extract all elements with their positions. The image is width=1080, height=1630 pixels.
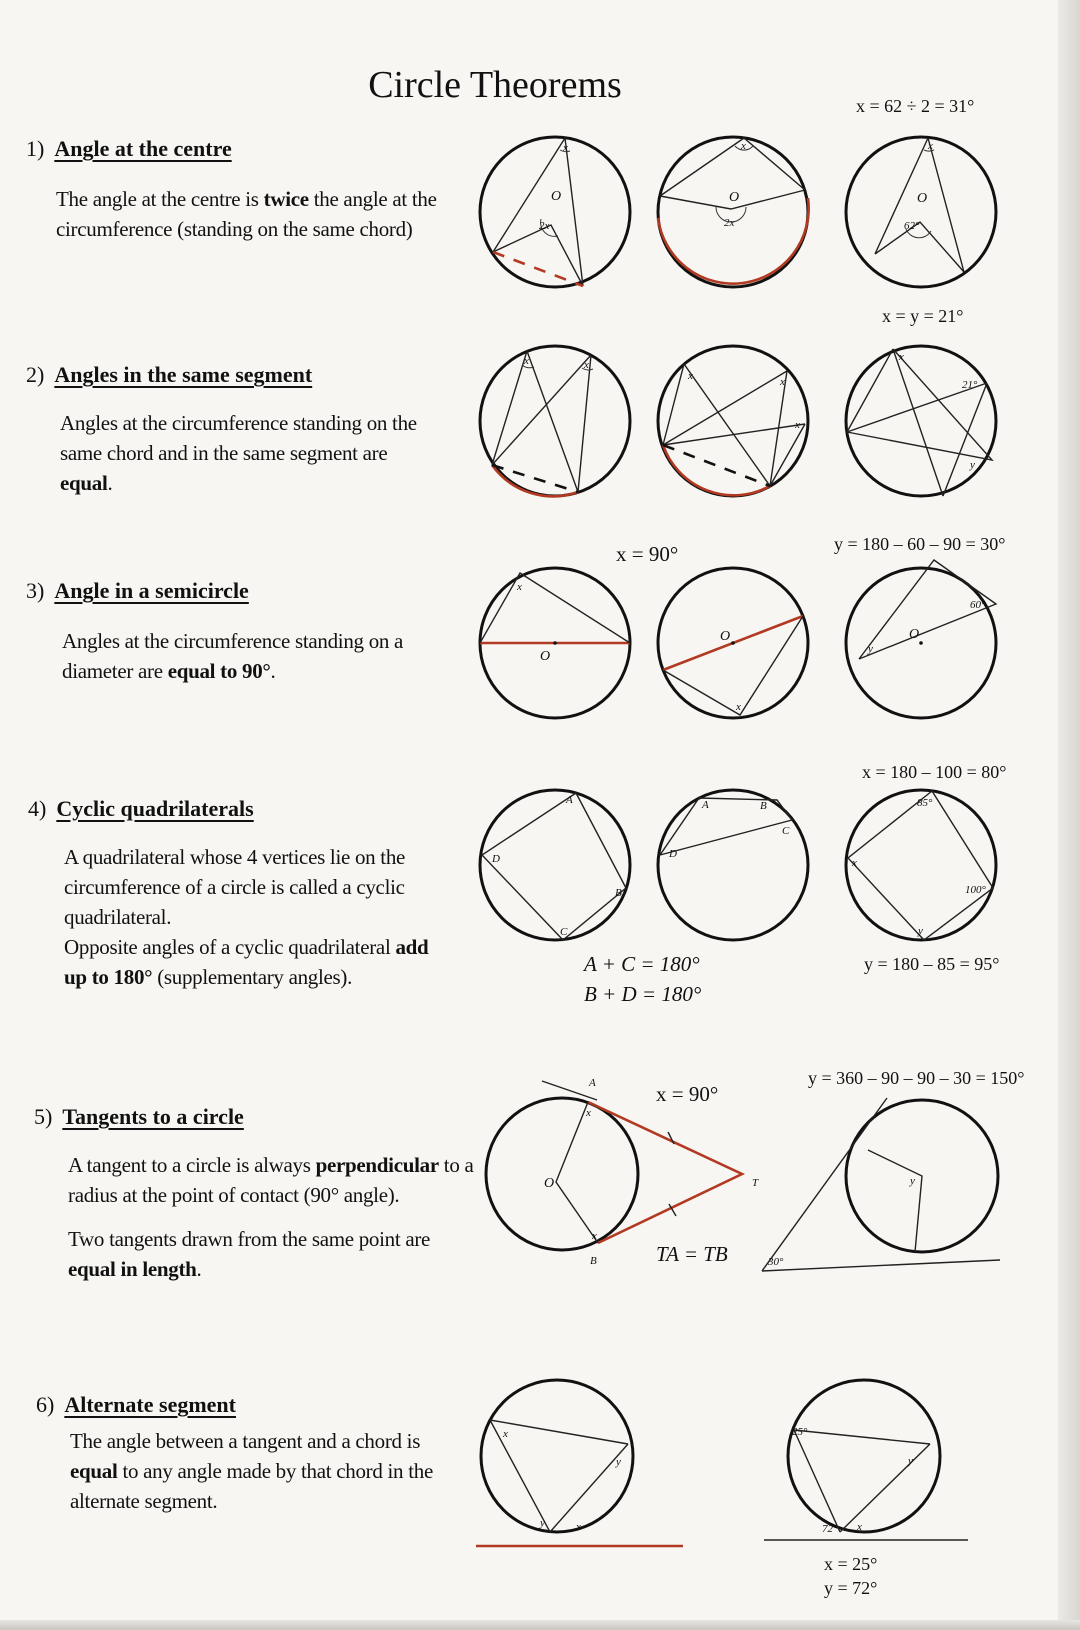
svg-text:D: D: [492, 853, 500, 865]
svg-text:y: y: [908, 1455, 913, 1467]
svg-text:O: O: [917, 191, 928, 206]
section-3-heading: 3) Angle in a semicircle: [26, 578, 249, 603]
svg-text:x: x: [524, 355, 529, 367]
label-centre-o: O: [551, 189, 562, 204]
example-6b-result: y = 72°: [824, 1578, 878, 1598]
svg-text:A: A: [566, 794, 573, 806]
svg-text:B: B: [615, 887, 622, 899]
example-4b-result: B + D = 180°: [584, 982, 702, 1006]
diagram-5a: [486, 1077, 759, 1267]
example-3b-result: y = 180 – 60 – 90 = 30°: [834, 534, 1006, 554]
svg-text:x: x: [852, 857, 857, 869]
svg-text:B: B: [760, 800, 767, 812]
page-title: Circle Theorems: [368, 64, 622, 107]
example-3a-result: x = 90°: [616, 542, 679, 566]
svg-text:y: y: [616, 1456, 621, 1468]
diagram-6a: [476, 1380, 683, 1546]
svg-text:21°: 21°: [962, 379, 978, 391]
diagram-1b: [658, 137, 809, 287]
svg-text:x: x: [736, 701, 741, 713]
example-5c-result: y = 360 – 90 – 90 – 30 = 150°: [808, 1068, 1025, 1088]
svg-text:y: y: [970, 459, 975, 471]
svg-text:O: O: [540, 649, 551, 664]
svg-text:25°: 25°: [792, 1426, 808, 1438]
example-2-result: x = y = 21°: [882, 306, 964, 326]
svg-text:x: x: [857, 1521, 862, 1533]
section-2-text: Angles at the circumference standing on the same chord and in the same segment are equal.: [60, 411, 417, 495]
example-4c-result: x = 180 – 100 = 80°: [862, 762, 1007, 782]
svg-text:x: x: [780, 376, 785, 388]
section-2-heading: 2) Angles in the same segment: [26, 362, 313, 387]
svg-text:60°: 60°: [970, 599, 986, 611]
svg-text:x: x: [517, 581, 522, 593]
svg-text:A: A: [702, 799, 709, 811]
example-1-result: x = 62 ÷ 2 = 31°: [856, 96, 975, 116]
svg-text:30°: 30°: [768, 1256, 784, 1268]
svg-text:T: T: [752, 1177, 759, 1189]
example-4d-result: y = 180 – 85 = 95°: [864, 954, 1000, 974]
example-5a-result: x = 90°: [656, 1082, 719, 1106]
section-6-text: The angle between a tangent and a chord is equal to any angle made by that chord in the alternate segment.: [70, 1429, 433, 1513]
svg-text:y: y: [910, 1175, 915, 1187]
example-6a-result: x = 25°: [824, 1554, 878, 1574]
section-1-text: The angle at the centre is twice the angle at the circumference (standing on the same chord): [56, 187, 437, 241]
section-1-heading: 1) Angle at the centre: [26, 136, 232, 161]
label-x: x: [563, 142, 568, 154]
svg-text:x: x: [584, 359, 589, 371]
diagram-4a: [480, 790, 630, 940]
svg-text:x: x: [795, 419, 800, 431]
section-5-text: A tangent to a circle is always perpendicular to a radius at the point of contact (90° angle). Two tangents drawn from the same point are equal in length.: [68, 1153, 474, 1281]
svg-text:y: y: [540, 1517, 545, 1529]
label-2x: 2x: [539, 220, 550, 232]
svg-text:A: A: [589, 1077, 596, 1089]
svg-text:x: x: [928, 140, 933, 152]
svg-text:2x: 2x: [724, 217, 735, 229]
section-5-heading: 5) Tangents to a circle: [34, 1104, 244, 1129]
svg-text:x: x: [741, 140, 746, 152]
example-4a-result: A + C = 180°: [584, 952, 700, 976]
diagram-2b: [658, 346, 808, 496]
svg-text:y: y: [918, 925, 923, 937]
svg-text:x: x: [503, 1428, 508, 1440]
svg-text:D: D: [669, 848, 677, 860]
svg-text:85°: 85°: [917, 797, 933, 809]
svg-text:62°: 62°: [904, 220, 920, 232]
diagram-1c: [846, 137, 996, 287]
svg-text:100°: 100°: [965, 884, 986, 896]
svg-text:x: x: [688, 370, 693, 382]
section-4-heading: 4) Cyclic quadrilaterals: [28, 796, 254, 821]
svg-text:B: B: [590, 1255, 597, 1267]
svg-text:y: y: [868, 643, 873, 655]
svg-text:C: C: [782, 825, 790, 837]
svg-text:x: x: [592, 1230, 597, 1242]
example-5b-result: TA = TB: [656, 1242, 728, 1266]
diagram-3c: [846, 560, 996, 718]
svg-text:O: O: [909, 627, 920, 642]
diagram-3b: [658, 568, 808, 718]
diagram-1a: [480, 137, 630, 287]
svg-text:O: O: [729, 190, 740, 205]
svg-text:72°: 72°: [822, 1523, 838, 1535]
section-3-text: Angles at the circumference standing on a diameter are equal to 90°.: [62, 629, 404, 683]
svg-text:x: x: [586, 1107, 591, 1119]
svg-text:C: C: [560, 926, 568, 938]
diagram-2a: [480, 346, 630, 496]
diagram-5b: [762, 1098, 1000, 1271]
svg-text:O: O: [720, 629, 731, 644]
section-4-text: A quadrilateral whose 4 vertices lie on the circumference of a circle is called a cyclic quadrilateral. Opposite angles of a cyclic quadrilateral add up to 180° (supplementary angles).: [64, 845, 429, 989]
diagram-2c: [846, 346, 996, 496]
svg-text:x: x: [899, 351, 904, 363]
diagram-3a: [480, 568, 630, 718]
diagram-4b: [658, 790, 808, 940]
diagram-6b: [764, 1380, 968, 1540]
diagram-4c: [846, 790, 996, 940]
svg-text:x: x: [576, 1521, 581, 1533]
section-6-heading: 6) Alternate segment: [36, 1392, 236, 1417]
svg-text:O: O: [544, 1176, 555, 1191]
